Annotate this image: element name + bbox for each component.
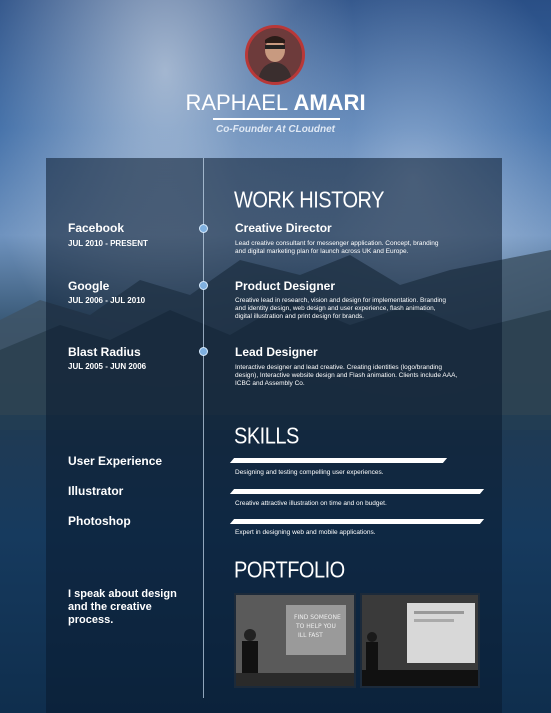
speaker-quote: I speak about design and the creative process. — [68, 588, 177, 626]
skill-name: Illustrator — [68, 484, 124, 498]
skill-name: User Experience — [68, 454, 163, 468]
profile-title: Co-Founder At CLoudnet — [215, 124, 336, 135]
timeline-dot — [199, 281, 208, 290]
desc-line: ICBC and Assembly Co. — [235, 380, 305, 387]
presentation-photo-icon — [362, 595, 478, 686]
thumb-text: TO HELP YOU — [296, 623, 336, 630]
timeline-line — [203, 158, 204, 698]
work-dates: JUL 2005 - JUN 2006 — [68, 362, 147, 371]
work-description — [235, 240, 470, 256]
name-underline — [213, 118, 340, 120]
avatar — [245, 25, 305, 85]
work-company: Google — [68, 279, 110, 293]
work-dates: JUL 2010 - PRESENT — [68, 239, 148, 248]
skill-description: Expert in designing web and mobile applications. — [235, 529, 376, 536]
skill-name: Photoshop — [68, 514, 131, 528]
thumb-text: FIND SOMEONE — [294, 614, 341, 621]
portfolio-thumbnail[interactable] — [234, 593, 356, 688]
last-name: AMARI — [293, 90, 366, 115]
skill-description: Creative attractive illustration on time and on budget. — [235, 500, 387, 507]
work-role: Creative Director — [235, 221, 332, 235]
speaker-photo-icon — [236, 595, 354, 686]
section-portfolio: PORTFOLIO — [234, 558, 345, 584]
work-company: Facebook — [68, 221, 125, 235]
skill-description: Designing and testing compelling user experiences. — [235, 469, 384, 476]
desc-line: design), Interactive website design and Flash animation. Clients include AAA, — [235, 372, 458, 379]
desc-line: Interactive designer and lead creative. Creating identities (logo/branding — [235, 364, 443, 371]
timeline-dot — [199, 347, 208, 356]
work-role: Lead Designer — [235, 345, 318, 359]
skill-bar — [230, 489, 484, 494]
work-dates: JUL 2006 - JUL 2010 — [68, 296, 146, 305]
section-skills: SKILLS — [234, 424, 299, 450]
profile-name — [0, 90, 551, 116]
desc-line: and identity design, web design and user experience, flash animation, — [235, 305, 436, 312]
skill-bar — [230, 458, 447, 463]
work-description — [235, 364, 470, 388]
portfolio-thumbnail[interactable] — [360, 593, 480, 688]
skill-bar — [230, 519, 484, 524]
section-work-history: WORK HISTORY — [234, 188, 384, 214]
timeline-dot — [199, 224, 208, 233]
desc-line: Creative lead in research, vision and design for implementation. Branding — [235, 297, 447, 304]
work-role: Product Designer — [235, 279, 336, 293]
person-icon — [248, 28, 302, 82]
thumb-text: ILL FAST — [298, 632, 323, 639]
first-name: RAPHAEL — [185, 90, 288, 115]
desc-line: Lead creative consultant for messenger application. Concept, branding — [235, 240, 439, 247]
work-company: Blast Radius — [68, 345, 141, 359]
work-description — [235, 297, 470, 321]
desc-line: and digital marketing plan for launch across UK and Europe. — [235, 248, 409, 255]
desc-line: digital illustration and print design for brands. — [235, 313, 364, 320]
